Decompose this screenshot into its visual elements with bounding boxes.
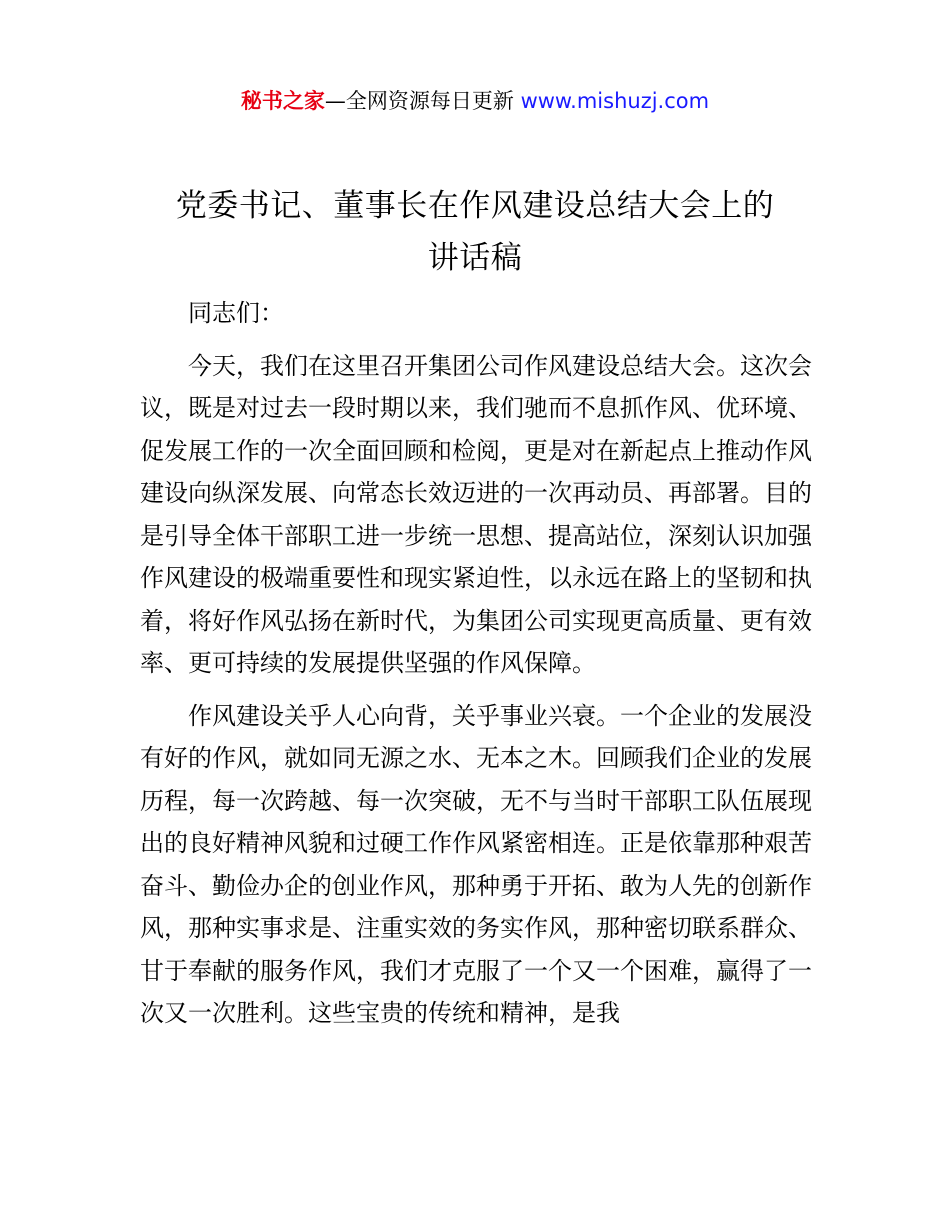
site-tagline: —全网资源每日更新 <box>324 89 521 113</box>
document-title-line-2: 讲话稿 <box>427 240 523 276</box>
document-body <box>140 292 812 1045</box>
document-title-line-1: 党委书记、董事长在作风建设总结大会上的 <box>175 188 775 224</box>
document-title <box>100 180 850 284</box>
paragraph-1: 今天，我们在这里召开集团公司作风建设总结大会。这次会议，既是对过去一段时期以来，我们驰而不息抓作风、优环境、促发展工作的一次全面回顾和检阅，更是对在新起点上推动作风建设向纵深发展、向常态长效迈进的一次再动员、再部署。目的是引导全体干部职工进一步统一思想、提高站位，深刻认识加强作风建设的极端重要性和现实紧迫性，以永远在路上的坚韧和执着，将好作风弘扬在新时代，为集团公司实现更高质量、更有效率、更可持续的发展提供坚强的作风保障。 <box>140 351 812 677</box>
paragraph-2: 作风建设关乎人心向背，关乎事业兴衰。一个企业的发展没有好的作风，就如同无源之水、无本之木。回顾我们企业的发展历程，每一次跨越、每一次突破，无不与当时干部职工队伍展现出的良好精神风貌和过硬工作作风紧密相连。正是依靠那种艰苦奋斗、勤俭办企的创业作风，那种勇于开拓、敢为人先的创新作风，那种实事求是、注重实效的务实作风，那种密切联系群众、甘于奉献的服务作风，我们才克服了一个又一个困难，赢得了一次又一次胜利。这些宝贵的传统和精神，是我 <box>140 701 812 1027</box>
site-header <box>0 86 950 116</box>
site-url-link[interactable]: www.mishuzj.com <box>520 89 710 113</box>
site-brand: 秘书之家 <box>240 89 325 113</box>
salutation: 同志们： <box>188 299 284 327</box>
